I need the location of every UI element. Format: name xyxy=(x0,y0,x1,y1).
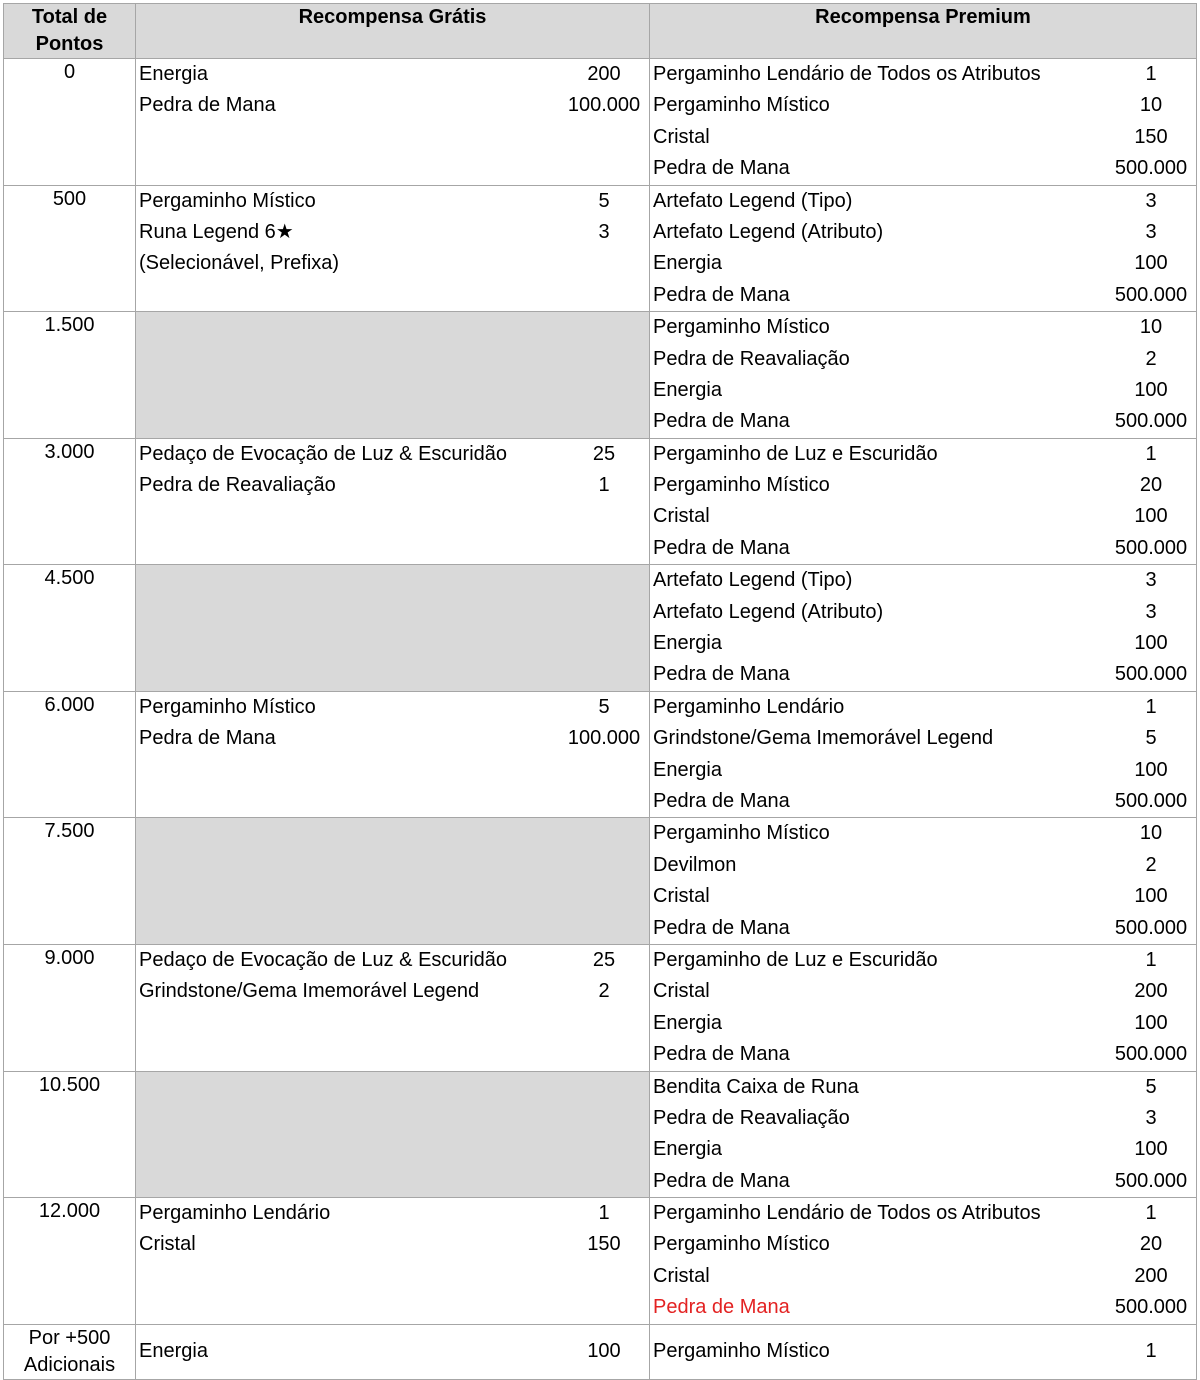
reward-name: Grindstone/Gema Imemorável Legend xyxy=(139,980,480,1003)
free-reward-item xyxy=(136,723,649,754)
reward-name: (Selecionável, Prefixa) xyxy=(139,252,340,275)
premium-reward-item xyxy=(650,1198,1196,1229)
table-row xyxy=(4,185,1197,312)
reward-name: Runa Legend 6★ xyxy=(139,220,294,243)
reward-name: Artefato Legend (Atributo) xyxy=(653,600,884,623)
reward-name: Pedra de Mana xyxy=(653,1043,790,1066)
reward-name: Pedra de Mana xyxy=(653,916,790,939)
reward-quantity: 500.000 xyxy=(1114,1169,1188,1192)
free-reward-item xyxy=(136,945,649,976)
premium-reward-item xyxy=(650,755,1196,786)
reward-name: Energia xyxy=(653,378,722,401)
reward-name: Cristal xyxy=(139,1233,196,1256)
premium-reward-cell xyxy=(650,59,1197,186)
premium-reward-item xyxy=(650,1039,1196,1070)
reward-name: Artefato Legend (Tipo) xyxy=(653,569,853,592)
points-cell: 3.000 xyxy=(4,438,136,565)
free-reward-cell xyxy=(136,1198,650,1325)
free-reward-item xyxy=(136,470,649,501)
reward-name: Pedra de Reavaliação xyxy=(653,347,850,370)
premium-reward-item xyxy=(650,533,1196,564)
premium-reward-item xyxy=(650,217,1196,248)
header-free-reward: Recompensa Grátis xyxy=(136,4,650,59)
reward-quantity: 500.000 xyxy=(1114,663,1188,686)
reward-quantity: 100 xyxy=(587,1339,621,1362)
reward-quantity: 500.000 xyxy=(1114,536,1188,559)
reward-name: Pergaminho Místico xyxy=(139,695,316,718)
premium-reward-item xyxy=(650,1261,1196,1292)
reward-name: Grindstone/Gema Imemorável Legend xyxy=(653,727,994,750)
premium-reward-item xyxy=(650,501,1196,532)
reward-quantity: 500.000 xyxy=(1114,1043,1188,1066)
free-reward-cell xyxy=(136,691,650,818)
reward-quantity: 2 xyxy=(598,980,610,1003)
premium-reward-item xyxy=(650,1229,1196,1260)
reward-quantity: 3 xyxy=(1145,569,1157,592)
reward-quantity: 10 xyxy=(1139,822,1163,845)
premium-reward-item xyxy=(650,913,1196,944)
table-row xyxy=(4,818,1197,945)
reward-quantity: 100 xyxy=(1134,252,1168,275)
reward-name: Cristal xyxy=(653,505,710,528)
reward-quantity: 200 xyxy=(1134,1264,1168,1287)
reward-name: Energia xyxy=(653,758,722,781)
reward-name: Pedra de Mana xyxy=(653,536,790,559)
table-row xyxy=(4,312,1197,439)
free-reward-empty-cell xyxy=(136,1071,650,1198)
premium-reward-cell xyxy=(650,185,1197,312)
premium-reward-item xyxy=(650,1103,1196,1134)
reward-name: Pergaminho Místico xyxy=(653,316,830,339)
premium-reward-cell xyxy=(650,1324,1197,1379)
table-row xyxy=(4,438,1197,565)
reward-quantity: 100.000 xyxy=(567,727,641,750)
premium-reward-item xyxy=(650,90,1196,121)
reward-quantity: 200 xyxy=(1134,980,1168,1003)
points-cell: 9.000 xyxy=(4,944,136,1071)
reward-quantity: 10 xyxy=(1139,94,1163,117)
reward-name: Pergaminho de Luz e Escuridão xyxy=(653,948,938,971)
premium-reward-item xyxy=(650,280,1196,311)
reward-quantity xyxy=(559,248,649,279)
reward-quantity: 1 xyxy=(1145,442,1157,465)
reward-name: Bendita Caixa de Runa xyxy=(653,1075,859,1098)
reward-quantity: 200 xyxy=(587,63,621,85)
reward-quantity: 1 xyxy=(1145,1202,1157,1225)
reward-quantity: 5 xyxy=(598,695,610,718)
reward-quantity: 10 xyxy=(1139,316,1163,339)
free-reward-item xyxy=(136,1198,649,1229)
free-reward-item xyxy=(136,976,649,1007)
reward-quantity: 1 xyxy=(1145,695,1157,718)
premium-reward-item xyxy=(650,122,1196,153)
reward-name: Pergaminho Místico xyxy=(653,1339,830,1362)
table-row xyxy=(4,1198,1197,1325)
premium-reward-cell xyxy=(650,312,1197,439)
free-reward-item xyxy=(136,186,649,217)
reward-name: Energia xyxy=(653,632,722,655)
table-row xyxy=(4,565,1197,692)
reward-name: Cristal xyxy=(653,885,710,908)
premium-reward-item xyxy=(650,565,1196,596)
points-cell: 10.500 xyxy=(4,1071,136,1198)
free-reward-item xyxy=(136,692,649,723)
reward-name: Pedra de Mana xyxy=(653,663,790,686)
points-cell: 4.500 xyxy=(4,565,136,692)
reward-name: Pergaminho Místico xyxy=(653,474,830,497)
reward-quantity: 100 xyxy=(1134,758,1168,781)
premium-reward-item xyxy=(650,945,1196,976)
premium-reward-item xyxy=(650,153,1196,184)
premium-reward-item xyxy=(650,1008,1196,1039)
premium-reward-cell xyxy=(650,818,1197,945)
premium-reward-item xyxy=(650,439,1196,470)
reward-name: Pergaminho Místico xyxy=(653,1233,830,1256)
premium-reward-item xyxy=(650,406,1196,437)
free-reward-item xyxy=(136,248,649,279)
premium-reward-item xyxy=(650,470,1196,501)
premium-reward-item xyxy=(650,1072,1196,1103)
reward-name: Artefato Legend (Tipo) xyxy=(653,189,853,212)
reward-name: Pedra de Mana xyxy=(653,789,790,812)
premium-reward-item xyxy=(650,597,1196,628)
reward-name: Pedra de Mana xyxy=(653,157,790,180)
reward-name: Energia xyxy=(139,1339,208,1362)
reward-quantity: 1 xyxy=(1145,1339,1157,1362)
free-reward-item xyxy=(136,1336,649,1367)
reward-name: Pergaminho Lendário xyxy=(139,1202,331,1225)
free-reward-item xyxy=(136,59,649,90)
premium-reward-item xyxy=(650,881,1196,912)
points-cell: Por +500 Adicionais xyxy=(4,1324,136,1379)
premium-reward-item xyxy=(650,850,1196,881)
premium-reward-item xyxy=(650,1134,1196,1165)
reward-quantity: 20 xyxy=(1139,1233,1163,1256)
table-row xyxy=(4,1071,1197,1198)
points-cell: 12.000 xyxy=(4,1198,136,1325)
free-reward-empty-cell xyxy=(136,818,650,945)
points-cell: 0 xyxy=(4,59,136,186)
premium-reward-item xyxy=(650,818,1196,849)
reward-quantity: 1 xyxy=(598,1202,610,1225)
premium-reward-cell xyxy=(650,1071,1197,1198)
reward-quantity: 500.000 xyxy=(1114,916,1188,939)
reward-name: Pergaminho Lendário xyxy=(653,695,845,718)
reward-quantity: 150 xyxy=(587,1233,621,1256)
premium-reward-cell xyxy=(650,565,1197,692)
reward-quantity: 20 xyxy=(1139,474,1163,497)
reward-quantity: 1 xyxy=(1145,948,1157,971)
table-row xyxy=(4,944,1197,1071)
reward-name: Cristal xyxy=(653,1264,710,1287)
reward-quantity: 100 xyxy=(1134,632,1168,655)
reward-name: Devilmon xyxy=(653,853,737,876)
reward-quantity: 3 xyxy=(1145,220,1157,243)
reward-name: Energia xyxy=(653,252,722,275)
premium-reward-cell xyxy=(650,1198,1197,1325)
free-reward-item xyxy=(136,439,649,470)
reward-quantity: 2 xyxy=(1145,853,1157,876)
premium-reward-item xyxy=(650,248,1196,279)
free-reward-empty-cell xyxy=(136,565,650,692)
premium-reward-item xyxy=(650,1292,1196,1323)
reward-quantity: 500.000 xyxy=(1114,157,1188,180)
premium-reward-item xyxy=(650,723,1196,754)
reward-name: Pedra de Mana xyxy=(653,1296,790,1319)
free-reward-cell xyxy=(136,59,650,186)
reward-name: Pergaminho Místico xyxy=(653,822,830,845)
reward-name: Pedra de Mana xyxy=(653,410,790,433)
free-reward-cell xyxy=(136,185,650,312)
premium-reward-item xyxy=(650,344,1196,375)
reward-quantity: 500.000 xyxy=(1114,1296,1188,1319)
table-row-extra xyxy=(4,1324,1197,1379)
premium-reward-cell xyxy=(650,438,1197,565)
reward-name: Pedra de Reavaliação xyxy=(139,474,336,497)
premium-reward-item xyxy=(650,692,1196,723)
reward-quantity: 5 xyxy=(1145,1075,1157,1098)
reward-name: Pergaminho de Luz e Escuridão xyxy=(653,442,938,465)
reward-name: Pedra de Mana xyxy=(139,727,276,750)
reward-name: Pergaminho Místico xyxy=(139,189,316,212)
points-cell: 7.500 xyxy=(4,818,136,945)
table-body xyxy=(4,59,1197,1380)
reward-quantity: 1 xyxy=(598,474,610,497)
reward-quantity: 2 xyxy=(1145,347,1157,370)
premium-reward-cell xyxy=(650,944,1197,1071)
premium-reward-item xyxy=(650,186,1196,217)
free-reward-item xyxy=(136,217,649,248)
free-reward-cell xyxy=(136,944,650,1071)
reward-quantity: 100 xyxy=(1134,505,1168,528)
reward-name: Pedra de Mana xyxy=(653,1169,790,1192)
premium-reward-item xyxy=(650,659,1196,690)
reward-quantity: 500.000 xyxy=(1114,789,1188,812)
reward-quantity: 500.000 xyxy=(1114,410,1188,433)
points-cell: 500 xyxy=(4,185,136,312)
reward-name: Cristal xyxy=(653,125,710,148)
rewards-table xyxy=(3,3,1197,1380)
reward-name: Energia xyxy=(653,1011,722,1034)
header-points: Total de Pontos xyxy=(4,4,136,59)
reward-quantity: 5 xyxy=(1145,727,1157,750)
free-reward-item xyxy=(136,90,649,121)
free-reward-item xyxy=(136,1229,649,1260)
free-reward-cell xyxy=(136,438,650,565)
reward-quantity: 100.000 xyxy=(567,94,641,117)
reward-quantity: 100 xyxy=(1134,885,1168,908)
premium-reward-item xyxy=(650,786,1196,817)
premium-reward-item xyxy=(650,59,1196,90)
reward-quantity: 500.000 xyxy=(1114,283,1188,306)
reward-quantity: 3 xyxy=(1145,189,1157,212)
header-row xyxy=(4,4,1197,59)
reward-quantity: 1 xyxy=(1145,63,1157,85)
reward-name: Pergaminho Místico xyxy=(653,94,830,117)
header-premium-reward: Recompensa Premium xyxy=(650,4,1197,59)
reward-quantity: 3 xyxy=(598,220,610,243)
reward-name: Pergaminho Lendário de Todos os Atributos xyxy=(653,1202,1041,1225)
premium-reward-cell xyxy=(650,691,1197,818)
reward-quantity: 150 xyxy=(1134,125,1168,148)
reward-quantity: 25 xyxy=(592,948,616,971)
reward-name: Cristal xyxy=(653,980,710,1003)
reward-quantity: 5 xyxy=(598,189,610,212)
premium-reward-item xyxy=(650,312,1196,343)
reward-name: Artefato Legend (Atributo) xyxy=(653,220,884,243)
reward-name: Pedaço de Evocação de Luz & Escuridão xyxy=(139,442,508,465)
reward-name: Pedra de Mana xyxy=(653,283,790,306)
reward-name: Pedra de Mana xyxy=(139,94,276,117)
reward-quantity: 100 xyxy=(1134,1138,1168,1161)
points-cell: 6.000 xyxy=(4,691,136,818)
points-cell: 1.500 xyxy=(4,312,136,439)
reward-quantity: 3 xyxy=(1145,1106,1157,1129)
premium-reward-item xyxy=(650,1336,1196,1367)
reward-quantity: 100 xyxy=(1134,1011,1168,1034)
reward-name: Pedra de Reavaliação xyxy=(653,1106,850,1129)
reward-name: Energia xyxy=(139,63,208,85)
free-reward-empty-cell xyxy=(136,312,650,439)
reward-name: Energia xyxy=(653,1138,722,1161)
table-row xyxy=(4,59,1197,186)
reward-name: Pergaminho Lendário de Todos os Atributos xyxy=(653,63,1041,85)
reward-quantity: 100 xyxy=(1134,378,1168,401)
reward-quantity: 3 xyxy=(1145,600,1157,623)
premium-reward-item xyxy=(650,375,1196,406)
free-reward-cell xyxy=(136,1324,650,1379)
table-row xyxy=(4,691,1197,818)
premium-reward-item xyxy=(650,1166,1196,1197)
premium-reward-item xyxy=(650,976,1196,1007)
reward-name: Pedaço de Evocação de Luz & Escuridão xyxy=(139,948,508,971)
premium-reward-item xyxy=(650,628,1196,659)
reward-quantity: 25 xyxy=(592,442,616,465)
